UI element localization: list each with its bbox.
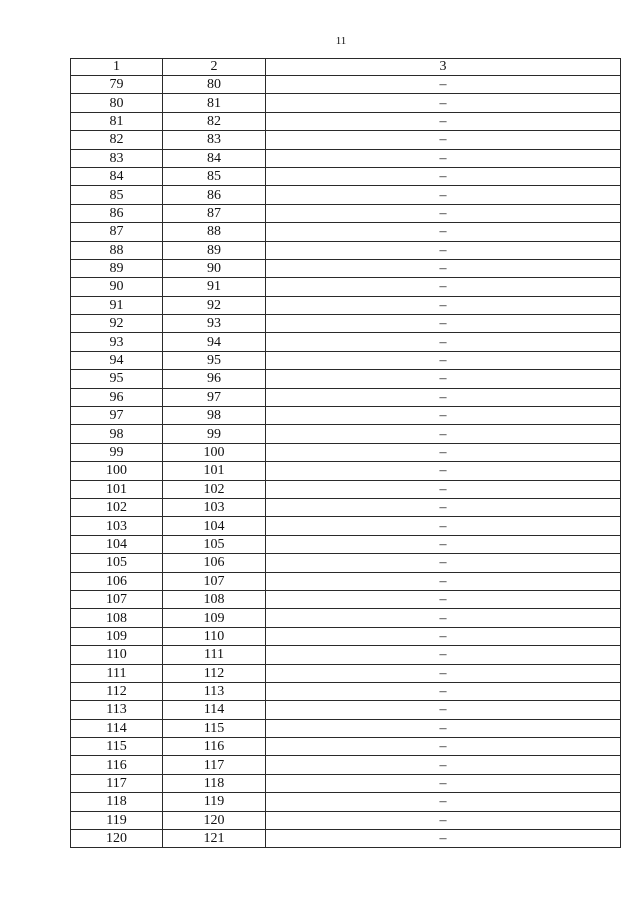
table-row [71, 480, 621, 498]
table-cell-col-3: – [266, 149, 621, 167]
table-row [71, 112, 621, 130]
table-cell-col-1: 90 [71, 278, 163, 296]
table-cell-col-2: 117 [163, 756, 266, 774]
table-cell-col-1: 99 [71, 443, 163, 461]
table-cell-col-2: 105 [163, 535, 266, 553]
table-cell-col-1: 98 [71, 425, 163, 443]
column-header-2: 2 [163, 59, 266, 76]
table-row [71, 94, 621, 112]
table-cell-col-3: – [266, 167, 621, 185]
table-cell-col-2: 88 [163, 223, 266, 241]
table-row [71, 682, 621, 700]
table-cell-col-2: 110 [163, 627, 266, 645]
table-cell-col-3: – [266, 315, 621, 333]
table-row [71, 719, 621, 737]
table-cell-col-1: 107 [71, 590, 163, 608]
column-header-3: 3 [266, 59, 621, 76]
table-cell-col-3: – [266, 204, 621, 222]
table-cell-col-3: – [266, 425, 621, 443]
table-cell-col-3: – [266, 351, 621, 369]
table-cell-col-3: – [266, 241, 621, 259]
table-cell-col-2: 102 [163, 480, 266, 498]
table-cell-col-2: 109 [163, 609, 266, 627]
table-cell-col-1: 102 [71, 498, 163, 516]
table-cell-col-1: 86 [71, 204, 163, 222]
table-row [71, 554, 621, 572]
table-row [71, 774, 621, 792]
table-cell-col-2: 120 [163, 811, 266, 829]
table-cell-col-1: 108 [71, 609, 163, 627]
table-row [71, 664, 621, 682]
table-row [71, 333, 621, 351]
table-cell-col-1: 119 [71, 811, 163, 829]
table-cell-col-2: 103 [163, 498, 266, 516]
table-cell-col-3: – [266, 664, 621, 682]
table-cell-col-2: 81 [163, 94, 266, 112]
table-cell-col-3: – [266, 738, 621, 756]
table-body [71, 76, 621, 848]
table-row [71, 590, 621, 608]
table-cell-col-3: – [266, 609, 621, 627]
table-cell-col-3: – [266, 590, 621, 608]
table-cell-col-2: 115 [163, 719, 266, 737]
table-cell-col-1: 101 [71, 480, 163, 498]
column-header-1: 1 [71, 59, 163, 76]
table-cell-col-3: – [266, 517, 621, 535]
table-cell-col-2: 119 [163, 793, 266, 811]
table-cell-col-1: 110 [71, 646, 163, 664]
table-cell-col-1: 115 [71, 738, 163, 756]
table-cell-col-3: – [266, 627, 621, 645]
table-row [71, 738, 621, 756]
table-cell-col-3: – [266, 811, 621, 829]
table-cell-col-1: 94 [71, 351, 163, 369]
table-cell-col-1: 85 [71, 186, 163, 204]
table-cell-col-3: – [266, 131, 621, 149]
table-cell-col-1: 113 [71, 701, 163, 719]
table-cell-col-3: – [266, 572, 621, 590]
table-cell-col-2: 82 [163, 112, 266, 130]
table-cell-col-1: 117 [71, 774, 163, 792]
table-cell-col-2: 84 [163, 149, 266, 167]
table-row [71, 793, 621, 811]
table-cell-col-3: – [266, 333, 621, 351]
table-cell-col-3: – [266, 370, 621, 388]
table-cell-col-2: 87 [163, 204, 266, 222]
table-cell-col-1: 87 [71, 223, 163, 241]
table-row [71, 241, 621, 259]
table-cell-col-2: 121 [163, 830, 266, 848]
table-cell-col-3: – [266, 756, 621, 774]
table-row [71, 498, 621, 516]
table-cell-col-2: 96 [163, 370, 266, 388]
table-row [71, 572, 621, 590]
table-cell-col-2: 83 [163, 131, 266, 149]
table-cell-col-1: 89 [71, 259, 163, 277]
table-cell-col-1: 112 [71, 682, 163, 700]
table-cell-col-3: – [266, 793, 621, 811]
table-cell-col-3: – [266, 682, 621, 700]
page-number: 11 [335, 35, 347, 47]
table-cell-col-2: 111 [163, 646, 266, 664]
table-cell-col-1: 88 [71, 241, 163, 259]
table-cell-col-3: – [266, 535, 621, 553]
table-cell-col-3: – [266, 76, 621, 94]
table-row [71, 315, 621, 333]
table-cell-col-1: 91 [71, 296, 163, 314]
table-cell-col-2: 98 [163, 407, 266, 425]
table-cell-col-1: 109 [71, 627, 163, 645]
table-row [71, 756, 621, 774]
table-cell-col-2: 89 [163, 241, 266, 259]
table-cell-col-3: – [266, 186, 621, 204]
table-row [71, 535, 621, 553]
table-cell-col-2: 100 [163, 443, 266, 461]
table-cell-col-2: 97 [163, 388, 266, 406]
table-cell-col-3: – [266, 646, 621, 664]
table-cell-col-1: 97 [71, 407, 163, 425]
table-cell-col-1: 104 [71, 535, 163, 553]
table-row [71, 278, 621, 296]
table-row [71, 149, 621, 167]
table-cell-col-1: 103 [71, 517, 163, 535]
table-cell-col-1: 81 [71, 112, 163, 130]
table-cell-col-3: – [266, 296, 621, 314]
table-cell-col-1: 120 [71, 830, 163, 848]
table-row [71, 296, 621, 314]
table-row [71, 131, 621, 149]
table-cell-col-3: – [266, 278, 621, 296]
table-cell-col-3: – [266, 498, 621, 516]
table-row [71, 701, 621, 719]
table-cell-col-3: – [266, 462, 621, 480]
table-cell-col-1: 84 [71, 167, 163, 185]
table-row [71, 627, 621, 645]
data-table [70, 58, 621, 848]
table-row [71, 370, 621, 388]
table-cell-col-1: 100 [71, 462, 163, 480]
table-header [71, 59, 621, 76]
table-cell-col-2: 99 [163, 425, 266, 443]
table-cell-col-1: 80 [71, 94, 163, 112]
table-cell-col-1: 83 [71, 149, 163, 167]
header-row [71, 59, 621, 76]
table-row [71, 646, 621, 664]
table-cell-col-1: 111 [71, 664, 163, 682]
table-row [71, 167, 621, 185]
table-cell-col-2: 91 [163, 278, 266, 296]
table-cell-col-1: 96 [71, 388, 163, 406]
table-cell-col-1: 116 [71, 756, 163, 774]
table-row [71, 407, 621, 425]
table-cell-col-2: 86 [163, 186, 266, 204]
table-row [71, 186, 621, 204]
table-row [71, 76, 621, 94]
table-cell-col-1: 82 [71, 131, 163, 149]
table-cell-col-1: 105 [71, 554, 163, 572]
table-cell-col-2: 95 [163, 351, 266, 369]
table-cell-col-3: – [266, 701, 621, 719]
table-cell-col-1: 95 [71, 370, 163, 388]
table-cell-col-3: – [266, 719, 621, 737]
table-cell-col-2: 104 [163, 517, 266, 535]
table-row [71, 204, 621, 222]
table-row [71, 351, 621, 369]
table-row [71, 811, 621, 829]
table-cell-col-3: – [266, 407, 621, 425]
table-cell-col-2: 118 [163, 774, 266, 792]
table-cell-col-3: – [266, 554, 621, 572]
table-cell-col-2: 113 [163, 682, 266, 700]
table-cell-col-3: – [266, 774, 621, 792]
table-cell-col-2: 93 [163, 315, 266, 333]
table-cell-col-2: 94 [163, 333, 266, 351]
table-cell-col-1: 79 [71, 76, 163, 94]
table-cell-col-2: 112 [163, 664, 266, 682]
table-cell-col-1: 92 [71, 315, 163, 333]
table-row [71, 443, 621, 461]
table-cell-col-2: 80 [163, 76, 266, 94]
table-cell-col-2: 114 [163, 701, 266, 719]
table-cell-col-1: 114 [71, 719, 163, 737]
table-cell-col-3: – [266, 480, 621, 498]
table-cell-col-3: – [266, 112, 621, 130]
table-row [71, 425, 621, 443]
table-cell-col-2: 101 [163, 462, 266, 480]
table-row [71, 517, 621, 535]
table-cell-col-3: – [266, 830, 621, 848]
table-cell-col-2: 92 [163, 296, 266, 314]
table-row [71, 462, 621, 480]
table-row [71, 830, 621, 848]
table-cell-col-2: 85 [163, 167, 266, 185]
table-cell-col-2: 116 [163, 738, 266, 756]
table-cell-col-3: – [266, 94, 621, 112]
table-cell-col-3: – [266, 443, 621, 461]
table-cell-col-3: – [266, 388, 621, 406]
table-row [71, 259, 621, 277]
table-cell-col-2: 108 [163, 590, 266, 608]
table-cell-col-2: 90 [163, 259, 266, 277]
table-row [71, 223, 621, 241]
table-cell-col-3: – [266, 223, 621, 241]
table-cell-col-1: 93 [71, 333, 163, 351]
table-cell-col-2: 107 [163, 572, 266, 590]
table-cell-col-1: 106 [71, 572, 163, 590]
table-cell-col-3: – [266, 259, 621, 277]
table-row [71, 388, 621, 406]
table-row [71, 609, 621, 627]
table-cell-col-1: 118 [71, 793, 163, 811]
table-cell-col-2: 106 [163, 554, 266, 572]
